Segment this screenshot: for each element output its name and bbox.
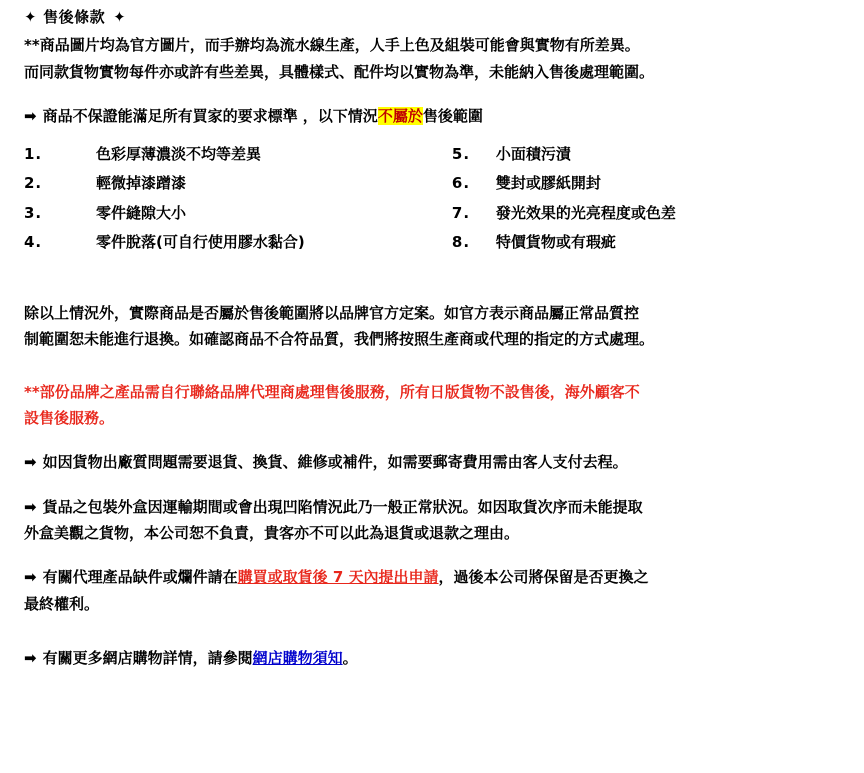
list-item xyxy=(452,228,850,257)
spacer xyxy=(24,432,850,450)
list-item-number: 6. xyxy=(451,174,471,193)
agent-notice-line-1 xyxy=(24,565,850,589)
red-notice-line-1: **部份品牌之產品需自行聯絡品牌代理商處理售後服務，所有日版貨物不設售後，海外顧客不 xyxy=(24,382,640,401)
more-info-after: 。 xyxy=(342,648,358,667)
list-item-label: 零件脫落(可自行使用膠水黏合) xyxy=(96,232,305,251)
list-item xyxy=(24,169,452,198)
list-item-number: 7. xyxy=(451,203,471,222)
list-item-label: 發光效果的光亮程度或色差 xyxy=(495,203,676,222)
more-info-before: 有關更多網店購物詳情，請參閱 xyxy=(42,648,253,667)
scope-line xyxy=(24,104,850,128)
arrow-icon: ➡ xyxy=(24,568,37,587)
list-item-number: 1. xyxy=(24,145,43,164)
policy-line-2: 制範圍恕未能進行退換。如確認商品不合符品質，我們將按照生產商或代理的指定的方式處理。 xyxy=(24,330,655,349)
list-item-label: 色彩厚薄濃淡不均等差異 xyxy=(96,145,262,164)
bullet-text: 如因貨物出廠質問題需要退貨、換貨、維修或補件，如需要郵寄費用需由客人支付去程。 xyxy=(42,453,628,472)
arrow-icon: ➡ xyxy=(24,106,37,125)
bullet-return-shipping xyxy=(24,450,850,474)
list-item-label: 雙封或膠紙開封 xyxy=(495,174,601,193)
spacer xyxy=(24,618,850,636)
spacer xyxy=(24,354,850,380)
exclusion-list-right xyxy=(452,140,850,257)
list-item-number: 8. xyxy=(451,232,471,251)
exclusion-list-left xyxy=(24,140,452,257)
list-item xyxy=(452,169,850,198)
red-notice-line-2: 設售後服務。 xyxy=(24,409,115,428)
exclusion-list xyxy=(24,140,850,257)
list-item-number: 4. xyxy=(24,232,43,251)
spacer xyxy=(24,636,850,646)
agent-notice-emphasis: 購買或取貨後 7 天內提出申請 xyxy=(237,568,439,587)
page-title-text: 售後條款 xyxy=(43,8,106,26)
scope-highlight: 不屬於 xyxy=(377,106,423,125)
list-item-label: 特價貨物或有瑕疵 xyxy=(495,232,616,251)
agent-notice-line-2: 最終權利。 xyxy=(24,594,100,613)
bullet-packaging-line-2: 外盒美觀之貨物，本公司恕不負責，貴客亦不可以此為退貨或退款之理由。 xyxy=(24,523,520,542)
more-info-line xyxy=(24,646,850,670)
list-item xyxy=(24,140,452,169)
spacer xyxy=(24,283,850,301)
scope-line-before: 商品不保證能滿足所有買家的要求標準 ，以下情況 xyxy=(42,106,378,125)
list-item xyxy=(452,199,850,228)
list-item-number: 5. xyxy=(451,145,471,164)
intro-line-2: 而同款貨物實物每件亦或許有些差異，具體樣式、配件均以實物為準，未能納入售後處理範圍。 xyxy=(24,62,655,81)
diamond-icon: ✦ xyxy=(24,8,38,26)
arrow-icon: ➡ xyxy=(24,497,37,516)
list-item xyxy=(24,199,452,228)
spacer xyxy=(24,86,850,104)
policy-line-1: 除以上情況外，實際商品是否屬於售後範圍將以品牌官方定案。如官方表示商品屬正常品質控 xyxy=(24,304,640,323)
shop-guide-link[interactable]: 網店購物須知 xyxy=(252,648,343,667)
spacer xyxy=(24,477,850,495)
list-item-label: 輕微掉漆蹭漆 xyxy=(96,174,187,193)
list-item xyxy=(452,140,850,169)
agent-notice-before: 有關代理產品缺件或爛件請在 xyxy=(42,568,238,587)
list-item-number: 3. xyxy=(24,203,43,222)
arrow-icon: ➡ xyxy=(24,648,37,667)
list-item-label: 零件縫隙大小 xyxy=(96,203,187,222)
spacer xyxy=(24,257,850,283)
list-item xyxy=(24,228,452,257)
agent-notice-after: ，過後本公司將保留是否更換之 xyxy=(438,568,649,587)
list-item-label: 小面積污漬 xyxy=(495,145,571,164)
page-title xyxy=(24,6,850,29)
scope-line-after: 售後範圍 xyxy=(422,106,483,125)
spacer xyxy=(24,547,850,565)
bullet-text: 貨品之包裝外盒因運輸期間或會出現凹陷情況此乃一般正常狀況。如因取貨次序而未能提取 xyxy=(42,497,643,516)
intro-line-1: **商品圖片均為官方圖片，而手辦均為流水線生產，人手上色及組裝可能會與實物有所差異。 xyxy=(24,36,640,55)
list-item-number: 2. xyxy=(24,174,43,193)
arrow-icon: ➡ xyxy=(24,453,37,472)
diamond-icon-after: ✦ xyxy=(113,8,127,26)
bullet-packaging-line-1 xyxy=(24,495,850,519)
